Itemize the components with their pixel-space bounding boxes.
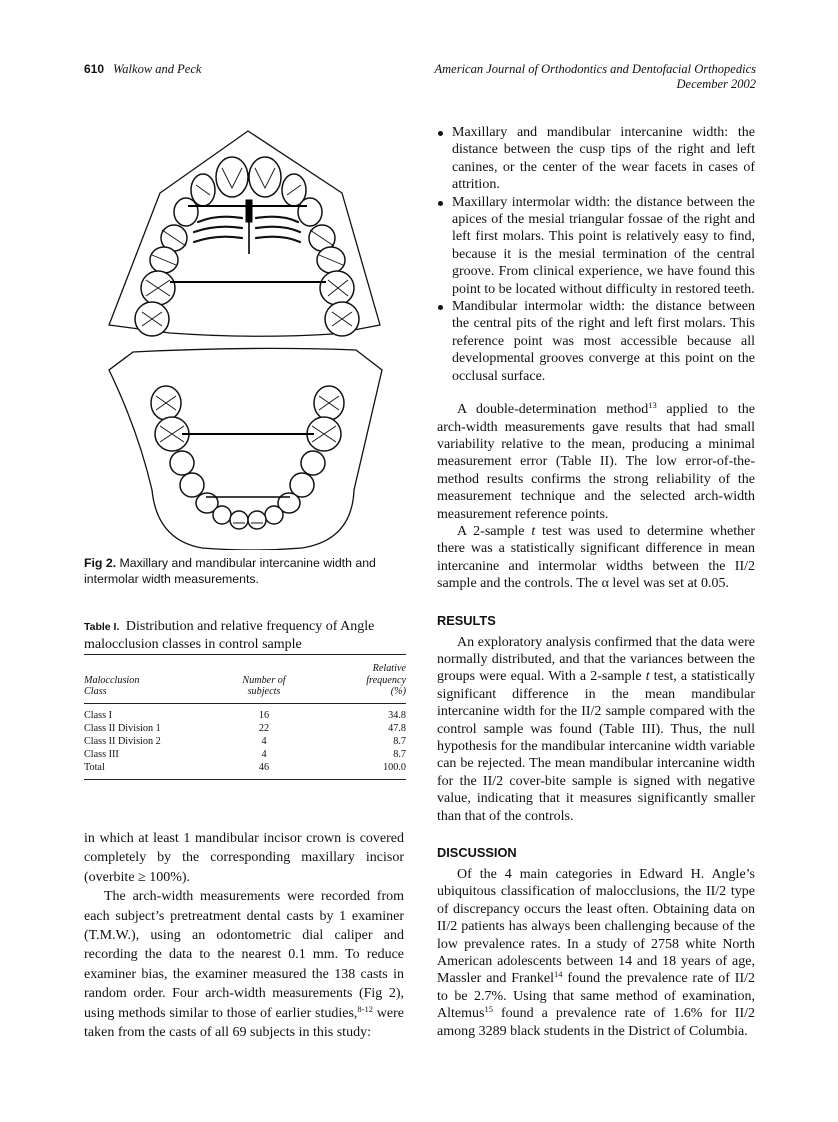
author-names: Walkow and Peck [113,62,202,76]
citation: 13 [648,400,657,411]
table-caption-text: Distribution and relative frequency of Angle malocclusion classes in control sample [84,619,375,652]
table-row: Class II Division 2 4 8.7 [84,735,406,747]
figure-2-dental-arches [102,130,406,550]
figure-caption-text: Maxillary and mandibular intercanine width and intermolar width measurements. [84,556,376,586]
bullet-icon [438,131,443,136]
header-malocclusion-class: Malocclusion Class [84,674,140,697]
section-heading-discussion: DISCUSSION [437,845,517,861]
measurement-definitions-list [437,124,755,385]
journal-title: American Journal of Orthodontics and Dentofacial Orthopedics [434,62,756,76]
citation: 14 [554,969,563,980]
table-row: Class II Division 1 22 47.8 [84,722,406,734]
mandibular-teeth [151,386,344,529]
paragraph-overbite: in which at least 1 mandibular incisor crown is covered completely by the corresponding maxillary incisor (overbite ≥ 100%). [84,831,404,885]
header-number-of-subjects: Number of subjects [242,674,286,697]
table-row: Class I 16 34.8 [84,709,406,721]
paragraph-t-test: A 2-sample t test was used to determine whether there was a statistically significant difference in mean intercanine and intermolar widths between the II/2 sample and the controls. The α level was set at 0.05. [437,523,755,592]
table-row: Class III 4 8.7 [84,748,406,760]
table-row-total: Total 46 100.0 [84,761,406,773]
list-item: Maxillary and mandibular intercanine width: the distance between the cusp tips of the right and left canines, or the center of the wear facets in cases of attrition. [437,124,755,194]
left-column-body [84,829,404,1042]
citation: 8-12 [357,1003,374,1014]
paragraph-double-determination: A double-determination method$^{13}$ applied to the arch-width measurements gave results that had small variability relative to the mean, producing a minimal measurement error (Table II). The low error-of-the-method results confirms the strong reliability of the measurement technique and the selected arch-width measurement reference points. [437,400,755,522]
running-head [84,62,756,96]
list-item: Maxillary intermolar width: the distance between the apices of the mesial triangular fossae of the right and left first molars. This point is relatively easy to find, because it is the mesial termination of the central groove. From clinical experience, we have found this point to be located without difficulty in restored teeth. [437,194,755,298]
running-head-right [435,62,757,92]
right-column [437,124,755,1040]
table-malocclusion-distribution [84,654,406,780]
paragraph-results: An exploratory analysis confirmed that the data were normally distributed, and that the variances between the groups were equal. With a 2-sample t test, a statistically significant difference in the mean mandibular intercanine width for the II/2 sample compared with the control sample was found (Table III). Thus, the null hypothesis for the mandibular intercanine width variable can be rejected. The mean mandibular intercanine width for the II/2 cover-bite sample is signed with negative value, indicating that it measures significantly smaller than that of the controls. [437,634,756,824]
list-item: Mandibular intermolar width: the distance between the central pits of the right and left first molars. This reference point was most accessible because all developmental grooves converge at this point on the occlusal surface. [437,298,755,385]
table-caption [84,618,406,653]
section-heading-results: RESULTS [437,612,496,628]
issue-date: December 2002 [676,77,756,91]
page-number: 610 [84,62,105,76]
table-header-row [84,655,406,703]
table-label: Table I. [84,621,120,633]
paragraph-arch-width-measurements: The arch-width measurements were recorded from each subject’s pretreatment dental casts by 1 examiner (T.M.W.), using an odontometric dial caliper and recording the data to the nearest 0.1 mm. To reduce examiner bias, the examiner measured the 138 casts in random order. Four arch-width measurements (Fig 2), using methods similar to those of earlier studies,$^{8-12}$ were taken from the casts of all 69 subjects in this study: [84,889,405,1041]
figure-label: Fig 2. [84,556,117,570]
paragraph-discussion: Of the 4 main categories in Edward H. Angle’s ubiquitous classification of malocclusions, the II/2 type of discrepancy occurs the least often. Obtaining data on II/2 patients has always been challenging because of the low prevalence rates. In a study of 2758 white North American adolescents between 14 and 18 years of age, Massler and Frankel$^{14}$ found the prevalence rate of II/2 to be 2.7%. Using that same method of examination, Altemus$^{15}$ found a prevalence rate of 1.6% for II/2 among 3289 black students in the District of Columbia. [437,867,755,1039]
maxillary-teeth [135,157,359,336]
running-head-left [84,62,201,77]
citation: 15 [484,1004,493,1015]
header-relative-frequency: Relative frequency (%) [366,663,406,697]
figure-caption [84,556,406,587]
bullet-icon [438,305,443,310]
bullet-icon [438,201,443,206]
dental-arch-diagram [102,130,406,550]
